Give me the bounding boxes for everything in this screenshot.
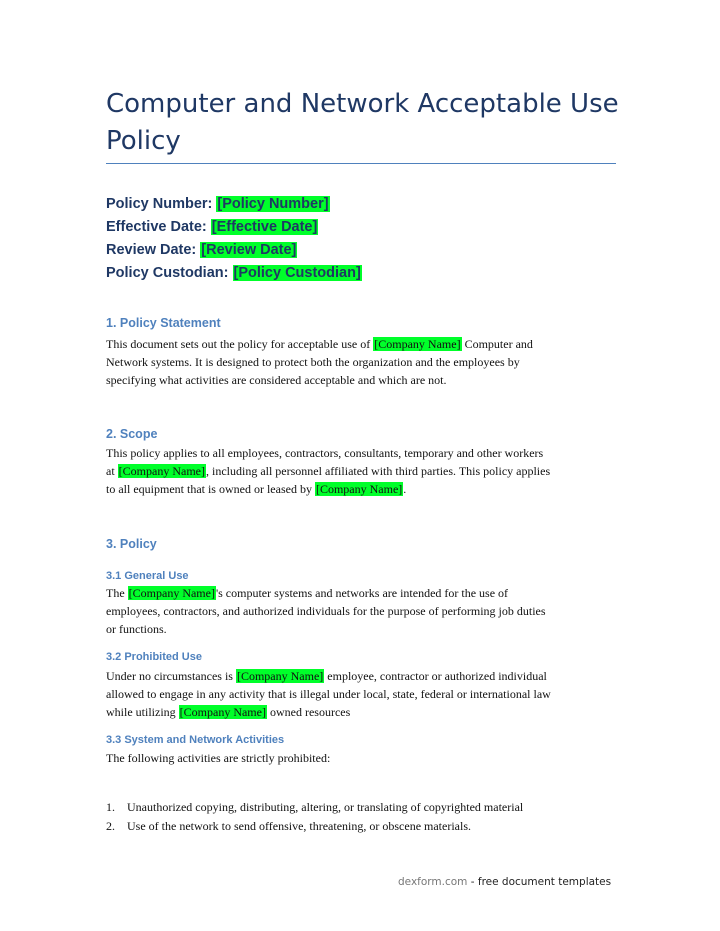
title-line-2: Policy: [106, 126, 181, 156]
text-run: Computer and: [461, 337, 533, 351]
text-run: while utilizing: [106, 705, 179, 719]
text-run: This document sets out the policy for acceptable use of: [106, 337, 374, 351]
title-line-1: Computer and Network Acceptable Use: [106, 89, 619, 119]
paragraph-line: or functions.: [106, 622, 167, 636]
text-run: Under no circumstances is: [106, 669, 236, 683]
policy-custodian-placeholder: [Policy Custodian]: [233, 265, 361, 281]
list-item-text: Use of the network to send offensive, threatening, or obscene materials.: [127, 819, 472, 833]
policy-statement-paragraph: [106, 335, 618, 389]
paragraph-line: [106, 462, 618, 480]
company-name-placeholder: [Company Name]: [128, 586, 215, 600]
paragraph-line: The following activities are strictly prohibited:: [106, 751, 331, 765]
footer-watermark: [398, 876, 611, 888]
company-name-placeholder: [Company Name]: [236, 669, 324, 683]
effective-date-placeholder: [Effective Date]: [211, 219, 318, 235]
meta-label: Policy Custodian:: [106, 265, 233, 281]
footer-tagline: - free document templates: [467, 876, 612, 888]
policy-number-placeholder: [Policy Number]: [217, 196, 329, 212]
paragraph-line: Network systems. It is designed to protect both the organization and the employees by: [106, 355, 520, 369]
list-item: [106, 817, 523, 836]
text-run: at: [106, 464, 118, 478]
paragraph-line: This policy applies to all employees, contractors, consultants, temporary and other workers: [106, 446, 544, 460]
list-number: 1.: [106, 800, 115, 814]
text-run: 's computer systems and networks are intended for the use of: [215, 586, 509, 600]
policy-metadata: [106, 193, 362, 285]
paragraph-line: employees, contractors, and authorized individuals for the purpose of performing job duties: [106, 604, 546, 618]
system-activities-paragraph: [106, 749, 618, 767]
list-number: 2.: [106, 819, 115, 833]
list-item: [106, 798, 523, 817]
policy-number-line: [106, 193, 362, 216]
list-item-text: Unauthorized copying, distributing, altering, or translating of copyrighted material: [127, 800, 524, 814]
text-run: employee, contractor or authorized individual: [324, 669, 547, 683]
meta-label: Policy Number:: [106, 196, 217, 212]
meta-label: Review Date:: [106, 242, 201, 258]
review-date-line: [106, 239, 362, 262]
paragraph-line: [106, 480, 618, 498]
prohibited-activities-list: [106, 798, 523, 836]
text-run: to all equipment that is owned or leased by: [106, 482, 315, 496]
company-name-placeholder: [Company Name]: [315, 482, 403, 496]
policy-custodian-line: [106, 262, 362, 285]
company-name-placeholder: [Company Name]: [374, 337, 461, 351]
prohibited-use-paragraph: [106, 667, 618, 721]
text-run: .: [403, 482, 407, 496]
paragraph-line: [106, 584, 618, 602]
effective-date-line: [106, 216, 362, 239]
general-use-paragraph: [106, 584, 618, 638]
paragraph-line: allowed to engage in any activity that is illegal under local, state, federal or international law: [106, 687, 551, 701]
paragraph-line: specifying what activities are considered acceptable and which are not.: [106, 373, 447, 387]
company-name-placeholder: [Company Name]: [118, 464, 205, 478]
subsection-heading-general-use: 3.1 General Use: [106, 570, 189, 582]
subsection-heading-prohibited-use: 3.2 Prohibited Use: [106, 651, 202, 663]
section-heading-scope: 2. Scope: [106, 427, 158, 441]
subsection-heading-system-network-activities: 3.3 System and Network Activities: [106, 734, 285, 746]
title-divider: [106, 163, 616, 164]
text-run: , including all personnel affiliated with third parties. This policy applies: [205, 464, 551, 478]
paragraph-line: [106, 335, 618, 353]
company-name-placeholder: [Company Name]: [179, 705, 266, 719]
text-run: The: [106, 586, 128, 600]
scope-paragraph: [106, 444, 618, 498]
section-heading-policy-statement: 1. Policy Statement: [106, 316, 221, 330]
paragraph-line: [106, 667, 618, 685]
document-title: [106, 86, 626, 160]
meta-label: Effective Date:: [106, 219, 211, 235]
footer-site: dexform.com: [398, 876, 468, 888]
paragraph-line: [106, 703, 618, 721]
review-date-placeholder: [Review Date]: [201, 242, 297, 258]
section-heading-policy: 3. Policy: [106, 537, 157, 551]
text-run: owned resources: [266, 705, 351, 719]
